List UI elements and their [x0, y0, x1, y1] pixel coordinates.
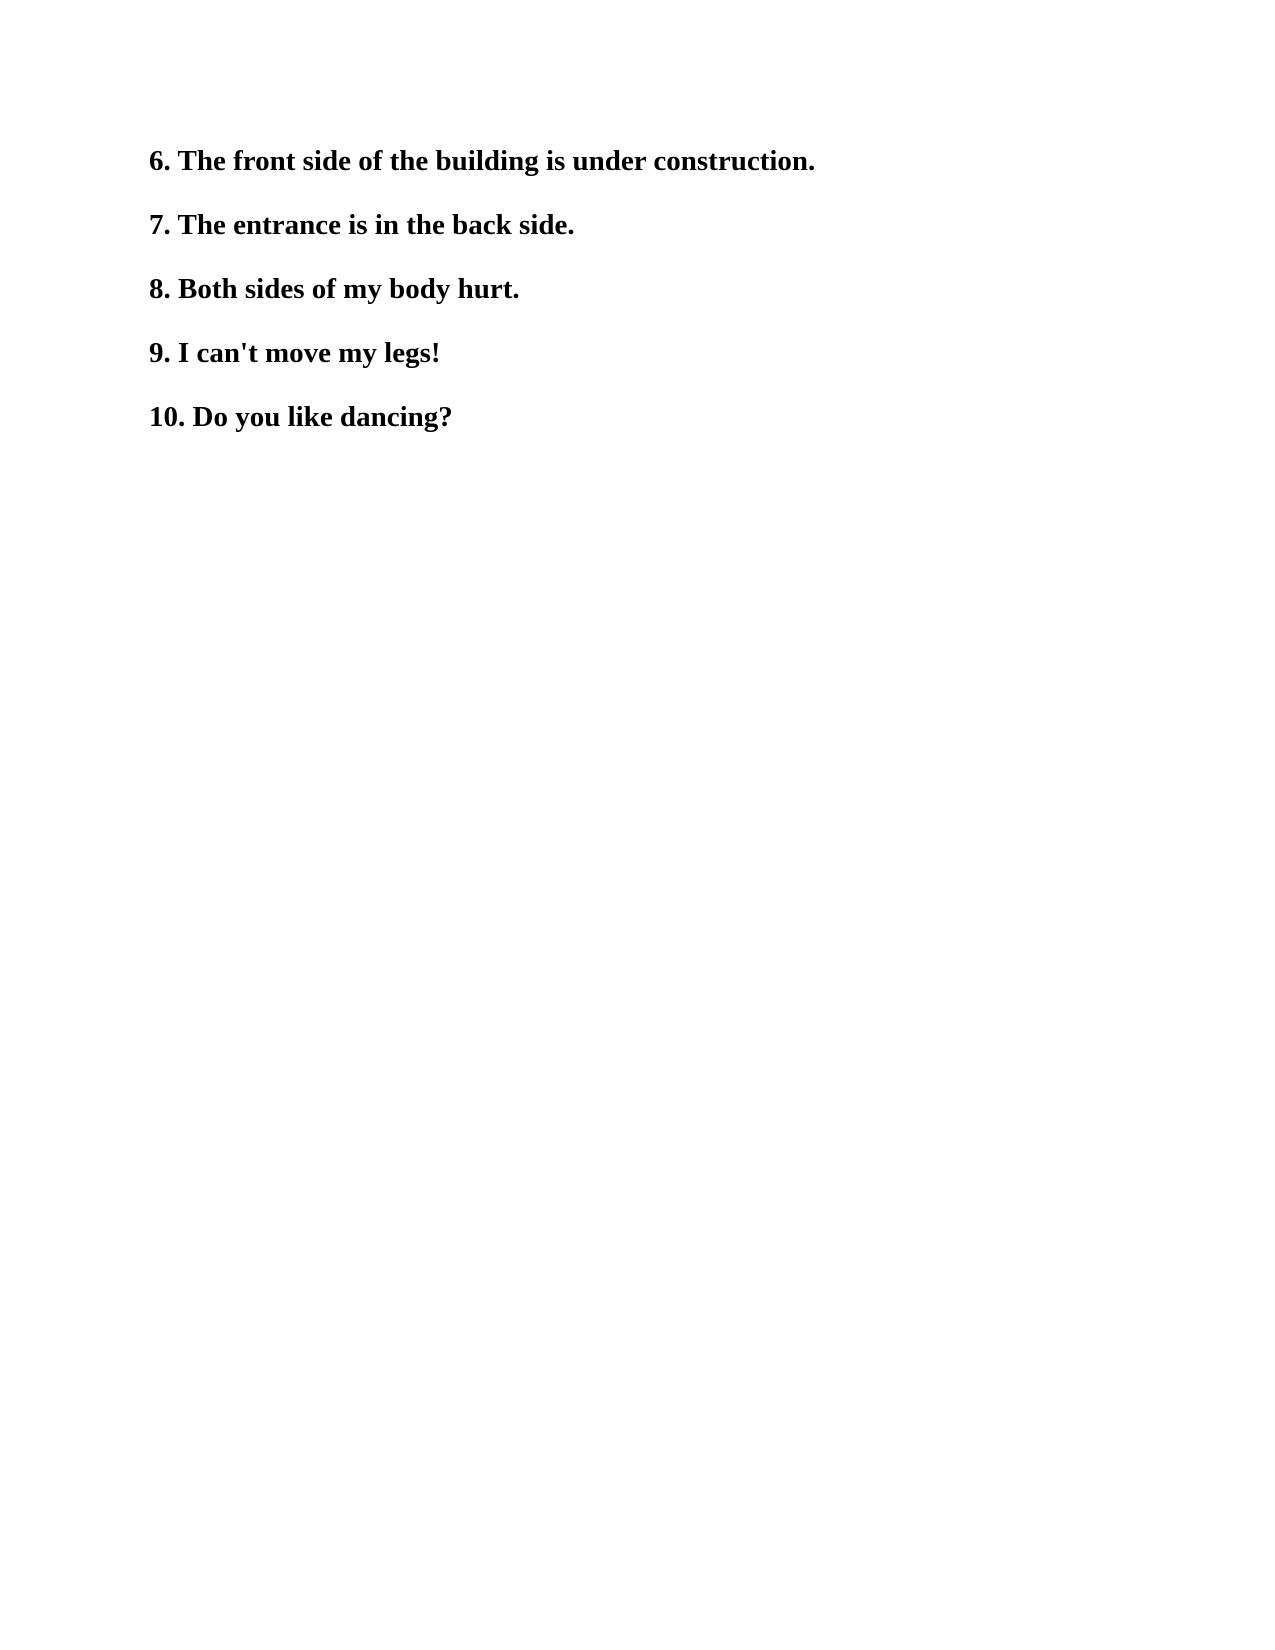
sentence-6: 6. The front side of the building is under construction.	[149, 145, 816, 177]
sentence-7: 7. The entrance is in the back side.	[149, 209, 575, 241]
sentence-10: 10. Do you like dancing?	[149, 401, 453, 433]
sentence-9: 9. I can't move my legs!	[149, 337, 441, 369]
sentence-8: 8. Both sides of my body hurt.	[149, 273, 520, 305]
sentence-list	[149, 144, 1149, 464]
